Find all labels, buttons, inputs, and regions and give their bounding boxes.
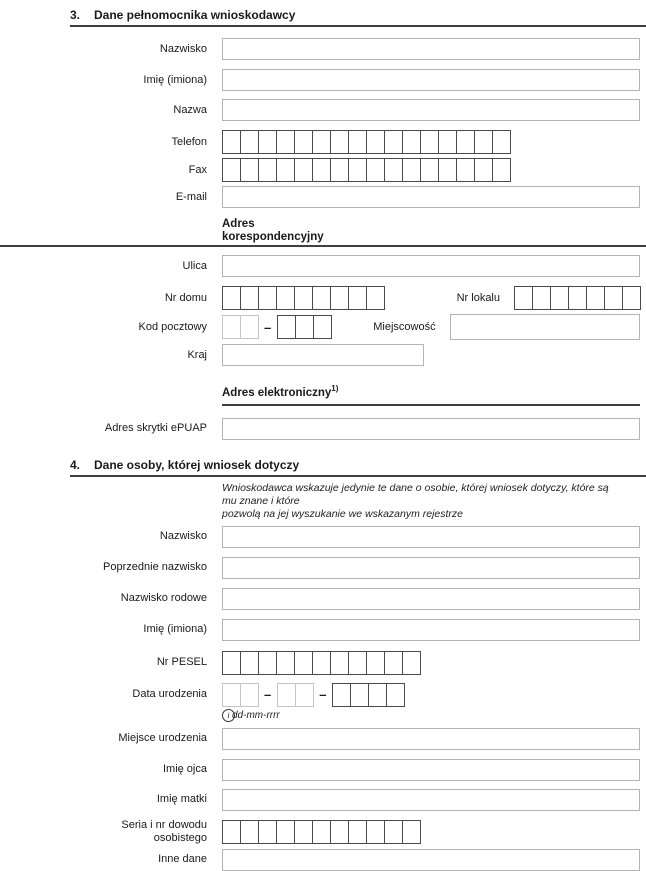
imie4-label: Imię (imiona) — [143, 623, 207, 636]
nazwisko4-input[interactable] — [222, 526, 640, 548]
char-cell[interactable] — [348, 651, 367, 675]
char-cell[interactable] — [240, 130, 259, 154]
field-row-inne-dane — [0, 849, 640, 871]
char-cell[interactable] — [402, 158, 421, 182]
eaddress-header-text: Adres elektroniczny — [222, 386, 332, 399]
char-cell[interactable] — [240, 651, 259, 675]
char-cell[interactable] — [456, 158, 475, 182]
char-cell[interactable] — [586, 286, 605, 310]
char-cell[interactable] — [330, 130, 349, 154]
field-row-data-urodzenia — [0, 683, 640, 707]
nazwisko4-label: Nazwisko — [159, 530, 207, 543]
field-row-nazwa — [0, 99, 640, 121]
epuap-input[interactable] — [222, 418, 640, 440]
char-cell[interactable] — [366, 158, 385, 182]
char-cell[interactable] — [276, 286, 295, 310]
fax-label: Fax — [188, 163, 207, 176]
field-row-imie-3 — [0, 69, 640, 91]
nazwisko-rodowe-label: Nazwisko rodowe — [120, 592, 207, 605]
field-row-imie-4 — [0, 619, 640, 641]
field-row-kod-miejscowosc — [0, 314, 640, 340]
char-cell[interactable] — [258, 820, 277, 844]
section4-note-line1: Wnioskodawca wskazuje jedynie te dane o osobie, której wniosek dotyczy, które są mu znane i które — [222, 481, 609, 507]
nazwa-label: Nazwa — [173, 103, 207, 116]
char-cell[interactable] — [604, 286, 623, 310]
field-row-telefon — [0, 130, 640, 154]
seria-dowodu-label — [0, 819, 222, 845]
char-cell[interactable] — [532, 286, 551, 310]
char-cell[interactable] — [474, 130, 493, 154]
section4-title: Dane osoby, której wniosek dotyczy — [94, 457, 300, 472]
char-cell[interactable] — [366, 130, 385, 154]
pesel-cells[interactable] — [222, 651, 420, 675]
kraj-label: Kraj — [187, 348, 207, 361]
char-cell[interactable] — [294, 820, 313, 844]
char-cell[interactable] — [276, 820, 295, 844]
field-row-ulica — [0, 255, 640, 277]
kod-pocztowy-cells-2[interactable] — [277, 315, 331, 339]
telefon-label: Telefon — [171, 135, 207, 148]
ulica-label: Ulica — [182, 259, 207, 272]
fax-cells[interactable] — [222, 158, 510, 182]
poprzednie-nazwisko-input[interactable] — [222, 557, 640, 579]
date-rrrr-cells[interactable] — [332, 683, 404, 707]
field-row-nazwisko-3 — [0, 38, 640, 60]
char-cell[interactable] — [386, 683, 405, 707]
seria-dowodu-label-line1: Seria i nr dowodu — [121, 818, 207, 831]
char-cell[interactable] — [240, 158, 259, 182]
char-cell[interactable] — [240, 286, 259, 310]
char-cell[interactable] — [222, 651, 241, 675]
field-row-imie-ojca — [0, 759, 640, 781]
epuap-label: Adres skrytki ePUAP — [104, 422, 207, 435]
char-cell[interactable] — [312, 286, 331, 310]
section4-note — [222, 482, 616, 521]
char-cell[interactable] — [222, 315, 241, 339]
char-cell[interactable] — [258, 651, 277, 675]
address-divider — [0, 245, 646, 247]
imie-ojca-input[interactable] — [222, 759, 640, 781]
char-cell[interactable] — [550, 286, 569, 310]
section3-title: Dane pełnomocnika wnioskodawcy — [94, 8, 296, 22]
char-cell[interactable] — [258, 158, 277, 182]
char-cell[interactable] — [258, 130, 277, 154]
ulica-input[interactable] — [222, 255, 640, 277]
nazwisko-input[interactable] — [222, 38, 640, 60]
char-cell[interactable] — [348, 820, 367, 844]
char-cell[interactable] — [420, 158, 439, 182]
char-cell[interactable] — [474, 158, 493, 182]
field-row-miejsce-urodzenia — [0, 728, 640, 750]
nazwisko-label: Nazwisko — [159, 42, 207, 55]
char-cell[interactable] — [277, 683, 296, 707]
imie-label: Imię (imiona) — [143, 73, 207, 86]
char-cell[interactable] — [456, 130, 475, 154]
char-cell[interactable] — [222, 820, 241, 844]
char-cell[interactable] — [568, 286, 587, 310]
char-cell[interactable] — [294, 158, 313, 182]
char-cell[interactable] — [348, 130, 367, 154]
char-cell[interactable] — [294, 286, 313, 310]
char-cell[interactable] — [492, 158, 511, 182]
field-row-email — [0, 186, 640, 208]
char-cell[interactable] — [294, 130, 313, 154]
char-cell[interactable] — [366, 286, 385, 310]
date-dd-cells[interactable] — [222, 683, 258, 707]
char-cell[interactable] — [240, 683, 259, 707]
char-cell[interactable] — [514, 286, 533, 310]
char-cell[interactable] — [366, 820, 385, 844]
section3-number: 3. — [70, 8, 81, 22]
char-cell[interactable] — [384, 130, 403, 154]
section4-number: 4. — [70, 457, 81, 472]
nr-domu-label: Nr domu — [164, 291, 207, 304]
char-cell[interactable] — [312, 651, 331, 675]
field-row-fax — [0, 158, 640, 182]
field-row-kraj — [0, 344, 640, 366]
seria-dowodu-cells[interactable] — [222, 820, 420, 844]
char-cell[interactable] — [312, 130, 331, 154]
date-mm-cells[interactable] — [277, 683, 313, 707]
field-row-nazwisko-4 — [0, 526, 640, 548]
imie-matki-input[interactable] — [222, 789, 640, 811]
char-cell[interactable] — [295, 315, 314, 339]
field-row-poprzednie-nazwisko — [0, 557, 640, 579]
char-cell[interactable] — [366, 651, 385, 675]
char-cell[interactable] — [240, 820, 259, 844]
field-row-seria-dowodu — [0, 819, 640, 845]
nazwa-input[interactable] — [222, 99, 640, 121]
date-dash-2: – — [319, 687, 327, 703]
char-cell[interactable] — [332, 683, 351, 707]
field-row-epuap — [0, 418, 640, 440]
char-cell[interactable] — [295, 683, 314, 707]
char-cell[interactable] — [402, 820, 421, 844]
email-label: E-mail — [175, 190, 207, 203]
char-cell[interactable] — [402, 130, 421, 154]
char-cell[interactable] — [420, 130, 439, 154]
char-cell[interactable] — [222, 286, 241, 310]
char-cell[interactable] — [622, 286, 641, 310]
char-cell[interactable] — [276, 158, 295, 182]
char-cell[interactable] — [348, 158, 367, 182]
inne-dane-label: Inne dane — [158, 853, 207, 866]
char-cell[interactable] — [350, 683, 369, 707]
email-input[interactable] — [222, 186, 640, 208]
date-format-hint-row — [222, 709, 646, 722]
char-cell[interactable] — [368, 683, 387, 707]
char-cell[interactable] — [277, 315, 296, 339]
char-cell[interactable] — [222, 158, 241, 182]
seria-dowodu-label-line2: osobistego — [153, 831, 207, 844]
imie-matki-label: Imię matki — [156, 793, 207, 806]
section4-note-line2: pozwolą na jej wyszukanie we wskazanym rejestrze — [222, 507, 464, 520]
kod-pocztowy-dash: – — [264, 319, 272, 335]
char-cell[interactable] — [312, 158, 331, 182]
char-cell[interactable] — [330, 820, 349, 844]
nr-domu-cells[interactable] — [222, 286, 384, 310]
eaddress-footnote-ref: 1) — [331, 384, 339, 393]
char-cell[interactable] — [276, 130, 295, 154]
date-dash-1: – — [264, 687, 272, 703]
field-row-pesel — [0, 651, 640, 675]
char-cell[interactable] — [438, 130, 457, 154]
kod-pocztowy-label: Kod pocztowy — [138, 320, 207, 333]
pesel-label: Nr PESEL — [156, 656, 207, 669]
miejscowosc-label: Miejscowość — [373, 321, 436, 333]
imie-ojca-label: Imię ojca — [162, 763, 207, 776]
nazwisko-rodowe-input[interactable] — [222, 588, 640, 610]
inne-dane-input[interactable] — [222, 849, 640, 871]
poprzednie-nazwisko-label: Poprzednie nazwisko — [103, 561, 207, 574]
char-cell[interactable] — [492, 130, 511, 154]
char-cell[interactable] — [438, 158, 457, 182]
imie-input[interactable] — [222, 69, 640, 91]
char-cell[interactable] — [312, 820, 331, 844]
char-cell[interactable] — [222, 130, 241, 154]
char-cell[interactable] — [384, 158, 403, 182]
field-row-nrdomu-nrlokalu — [0, 286, 640, 310]
kraj-input[interactable] — [222, 344, 424, 366]
char-cell[interactable] — [313, 315, 332, 339]
field-row-imie-matki — [0, 789, 640, 811]
nr-lokalu-label: Nr lokalu — [456, 292, 500, 304]
char-cell[interactable] — [330, 286, 349, 310]
char-cell[interactable] — [384, 820, 403, 844]
date-format-hint: dd-mm-rrrr — [232, 709, 280, 721]
char-cell[interactable] — [330, 651, 349, 675]
char-cell[interactable] — [258, 286, 277, 310]
data-urodzenia-label: Data urodzenia — [132, 688, 207, 701]
eaddress-header — [222, 384, 640, 406]
char-cell[interactable] — [240, 315, 259, 339]
char-cell[interactable] — [330, 158, 349, 182]
miejscowosc-input[interactable] — [450, 314, 640, 340]
kod-pocztowy-cells-1[interactable] — [222, 315, 258, 339]
imie4-input[interactable] — [222, 619, 640, 641]
miejsce-urodzenia-input[interactable] — [222, 728, 640, 750]
char-cell[interactable] — [384, 651, 403, 675]
address-header: Adres korespondencyjny — [222, 218, 324, 243]
char-cell[interactable] — [402, 651, 421, 675]
char-cell[interactable] — [276, 651, 295, 675]
field-row-nazwisko-rodowe — [0, 588, 640, 610]
info-icon: i — [222, 709, 235, 722]
nr-lokalu-cells[interactable] — [514, 286, 640, 310]
miejsce-urodzenia-label: Miejsce urodzenia — [118, 732, 207, 745]
char-cell[interactable] — [348, 286, 367, 310]
telefon-cells[interactable] — [222, 130, 510, 154]
char-cell[interactable] — [294, 651, 313, 675]
char-cell[interactable] — [222, 683, 241, 707]
section3-heading — [70, 8, 646, 27]
section4-heading — [70, 458, 646, 477]
